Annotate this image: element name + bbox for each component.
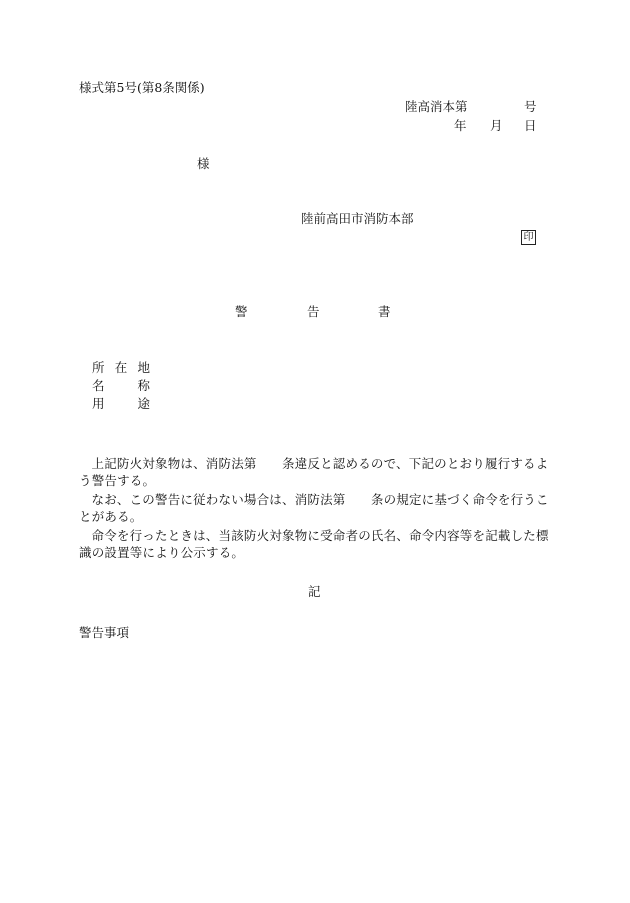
addressee-honorific: 様 [197, 156, 210, 171]
field-label-use [92, 398, 150, 411]
form-number: 様式第5号(第8条関係) [79, 80, 205, 95]
issuer-name: 陸前高田市消防本部 [301, 211, 414, 226]
field-label-char: 所 [92, 360, 105, 375]
field-label-name [92, 380, 150, 393]
body-paragraph-order-notice: なお、この警告に従わない場合は、消防法第 条の規定に基づく命令を行うことがある。 [79, 492, 549, 524]
document-title-char-1: 警 [235, 304, 248, 319]
field-label-char: 称 [137, 378, 150, 393]
seal-icon: 印 [521, 230, 536, 245]
date-day-label: 日 [524, 118, 537, 133]
body-paragraph-warning: 上記防火対象物は、消防法第 条違反と認めるので、下記のとおり履行するよう警告する。 [79, 456, 549, 488]
field-label-char: 用 [92, 396, 105, 411]
field-label-char: 途 [137, 396, 150, 411]
field-label-location [92, 362, 150, 375]
document-number-prefix: 陸高消本第 [405, 99, 468, 114]
document-title-char-3: 書 [378, 304, 391, 319]
field-label-char: 名 [92, 378, 105, 393]
warning-items-heading: 警告事項 [79, 625, 130, 640]
document-title-char-2: 告 [307, 304, 320, 319]
body-paragraph-public-notice: 命令を行ったときは、当該防火対象物に受命者の氏名、命令内容等を記載した標識の設置等により公示する。 [79, 528, 549, 560]
field-label-char: 在 [114, 360, 128, 375]
date-year-label: 年 [454, 118, 467, 133]
document-number-suffix: 号 [524, 99, 537, 114]
field-label-char: 地 [137, 360, 150, 375]
date-month-label: 月 [490, 118, 503, 133]
ki-heading: 記 [308, 584, 321, 599]
